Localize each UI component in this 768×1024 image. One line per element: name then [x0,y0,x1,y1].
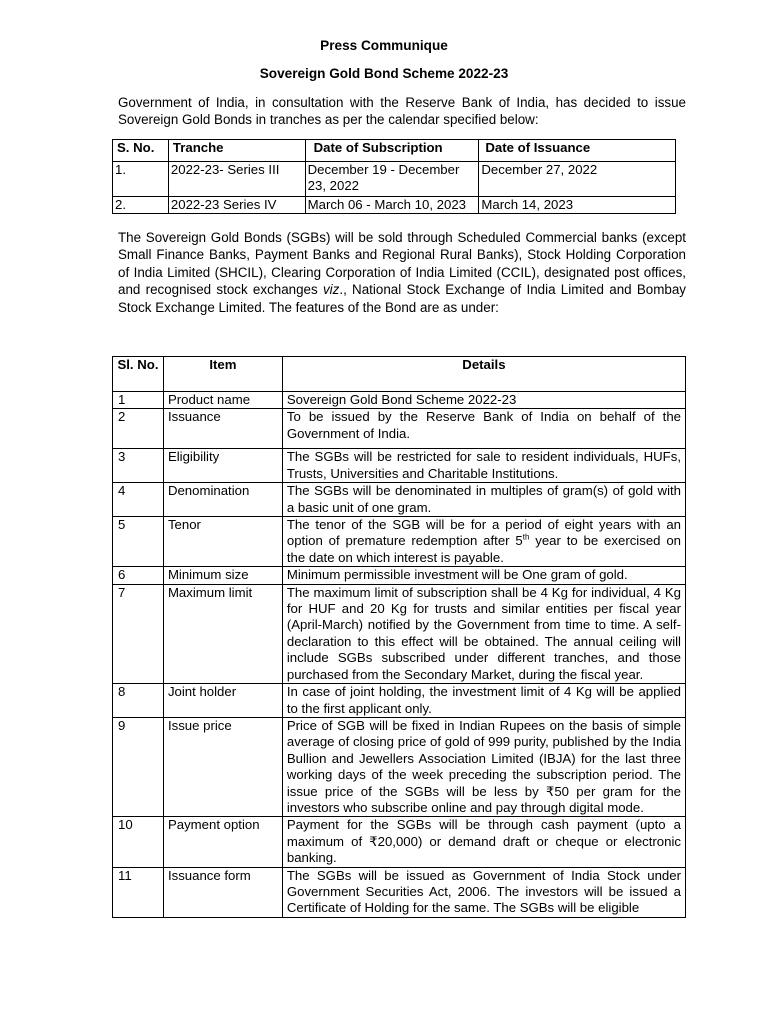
cell-sl-no: 11 [113,867,164,917]
cell-subscription: March 06 - March 10, 2023 [305,197,479,214]
cell-details: Price of SGB will be fixed in Indian Rupees on the basis of simple average of closing price of gold of 999 purity, published by the India Bullion and Jewellers Association Limited (IBJA) for the last three working days of the week preceding the subscription period. The issue price of the SGBs will be less by ₹50 per gram for the investors who subscribe online and pay through digital mode. [282,717,685,816]
cell-item: Issuance [163,409,282,449]
table-row [113,409,686,449]
features-text: The Sovereign Gold Bonds (SGBs) will be sold through Scheduled Commercial banks (except Small Finance Banks, Payment Banks and Regional Rural Banks), Stock Holding Corporation of India Limited (SHCIL), Clearing Corporation of India Limited (CCIL), designated post offices, and recognised stock exchanges [118,230,686,298]
table-row [113,392,686,409]
cell-sl-no: 1 [113,392,164,409]
cell-details: In case of joint holding, the investment limit of 4 Kg will be applied to the first applicant only. [282,684,685,718]
table-row [113,449,686,483]
cell-sl-no: 8 [113,684,164,718]
cell-sno: 1. [113,162,169,197]
cell-sl-no: 3 [113,449,164,483]
header-cell: Sl. No. [113,357,164,392]
header-cell: Date of Issuance [479,140,676,162]
cell-details: The SGBs will be issued as Government of India Stock under Government Securities Act, 2006. The investors will be issued a Certificate of Holding for the same. The SGBs will be eligible [282,867,685,917]
cell-tranche: 2022-23 Series IV [168,197,305,214]
tranche-calendar-table [112,139,676,214]
table-row [113,867,686,917]
ordinal-superscript: th [522,533,530,543]
cell-item: Issuance form [163,867,282,917]
cell-details [282,517,685,567]
table-header-row [113,357,686,392]
cell-item: Minimum size [163,567,282,584]
cell-issuance: March 14, 2023 [479,197,676,214]
cell-sl-no: 10 [113,817,164,867]
cell-item: Denomination [163,483,282,517]
cell-sl-no: 2 [113,409,164,449]
cell-sl-no: 9 [113,717,164,816]
features-text-end: ., National Stock Exchange of India Limited and Bombay Stock Exchange Limited. The features of the Bond are as under: [118,282,686,315]
table-row [113,483,686,517]
cell-details: Sovereign Gold Bond Scheme 2022-23 [282,392,685,409]
table-row [113,717,686,816]
cell-issuance: December 27, 2022 [479,162,676,197]
cell-details: Minimum permissible investment will be One gram of gold. [282,567,685,584]
table-row [113,517,686,567]
cell-item: Maximum limit [163,584,282,683]
bond-features-table [112,356,686,918]
cell-details: The maximum limit of subscription shall be 4 Kg for individual, 4 Kg for HUF and 20 Kg for trusts and similar entities per fiscal year (April-March) notified by the Government from time to time. A self-declaration to this effect will be obtained. The annual ceiling will include SGBs subscribed under different tranches, and those purchased from the Secondary Market, during the fiscal year. [282,584,685,683]
cell-sl-no: 7 [113,584,164,683]
cell-details: The SGBs will be denominated in multiples of gram(s) of gold with a basic unit of one gram. [282,483,685,517]
details-text-end: year to be exercised on the date on which interest is payable. [286,533,681,565]
cell-details: The SGBs will be restricted for sale to resident individuals, HUFs, Trusts, Universities and Charitable Institutions. [282,449,685,483]
cell-item: Issue price [163,717,282,816]
header-cell: S. No. [113,140,169,162]
features-paragraph [118,229,686,316]
cell-subscription: December 19 - December 23, 2022 [305,162,479,197]
table-row [113,817,686,867]
cell-item: Payment option [163,817,282,867]
page-subtitle: Sovereign Gold Bond Scheme 2022-23 [259,66,509,81]
table-header-row [113,140,676,162]
cell-item: Product name [163,392,282,409]
cell-sl-no: 6 [113,567,164,584]
intro-paragraph: Government of India, in consultation with the Reserve Bank of India, has decided to issue Sovereign Gold Bonds in tranches as per the calendar specified below: [118,95,686,128]
cell-details: Payment for the SGBs will be through cash payment (upto a maximum of ₹20,000) or demand draft or cheque or electronic banking. [282,817,685,867]
table-row [113,197,676,214]
cell-sno: 2. [113,197,169,214]
details-text: The tenor of the SGB will be for a period of eight years with an option of premature redemption after 5 [286,517,681,549]
header-cell: Details [282,357,685,392]
header-cell: Tranche [168,140,305,162]
cell-details: To be issued by the Reserve Bank of India on behalf of the Government of India. [282,409,685,449]
header-cell: Date of Subscription [305,140,479,162]
table-row [113,584,686,683]
cell-sl-no: 4 [113,483,164,517]
cell-tranche: 2022-23- Series III [168,162,305,197]
table-row [113,162,676,197]
cell-item: Eligibility [163,449,282,483]
cell-item: Joint holder [163,684,282,718]
header-cell: Item [163,357,282,392]
page-title: Press Communique [320,38,448,53]
table-row [113,684,686,718]
features-viz: viz [322,282,340,298]
cell-sl-no: 5 [113,517,164,567]
table-row [113,567,686,584]
cell-item: Tenor [163,517,282,567]
